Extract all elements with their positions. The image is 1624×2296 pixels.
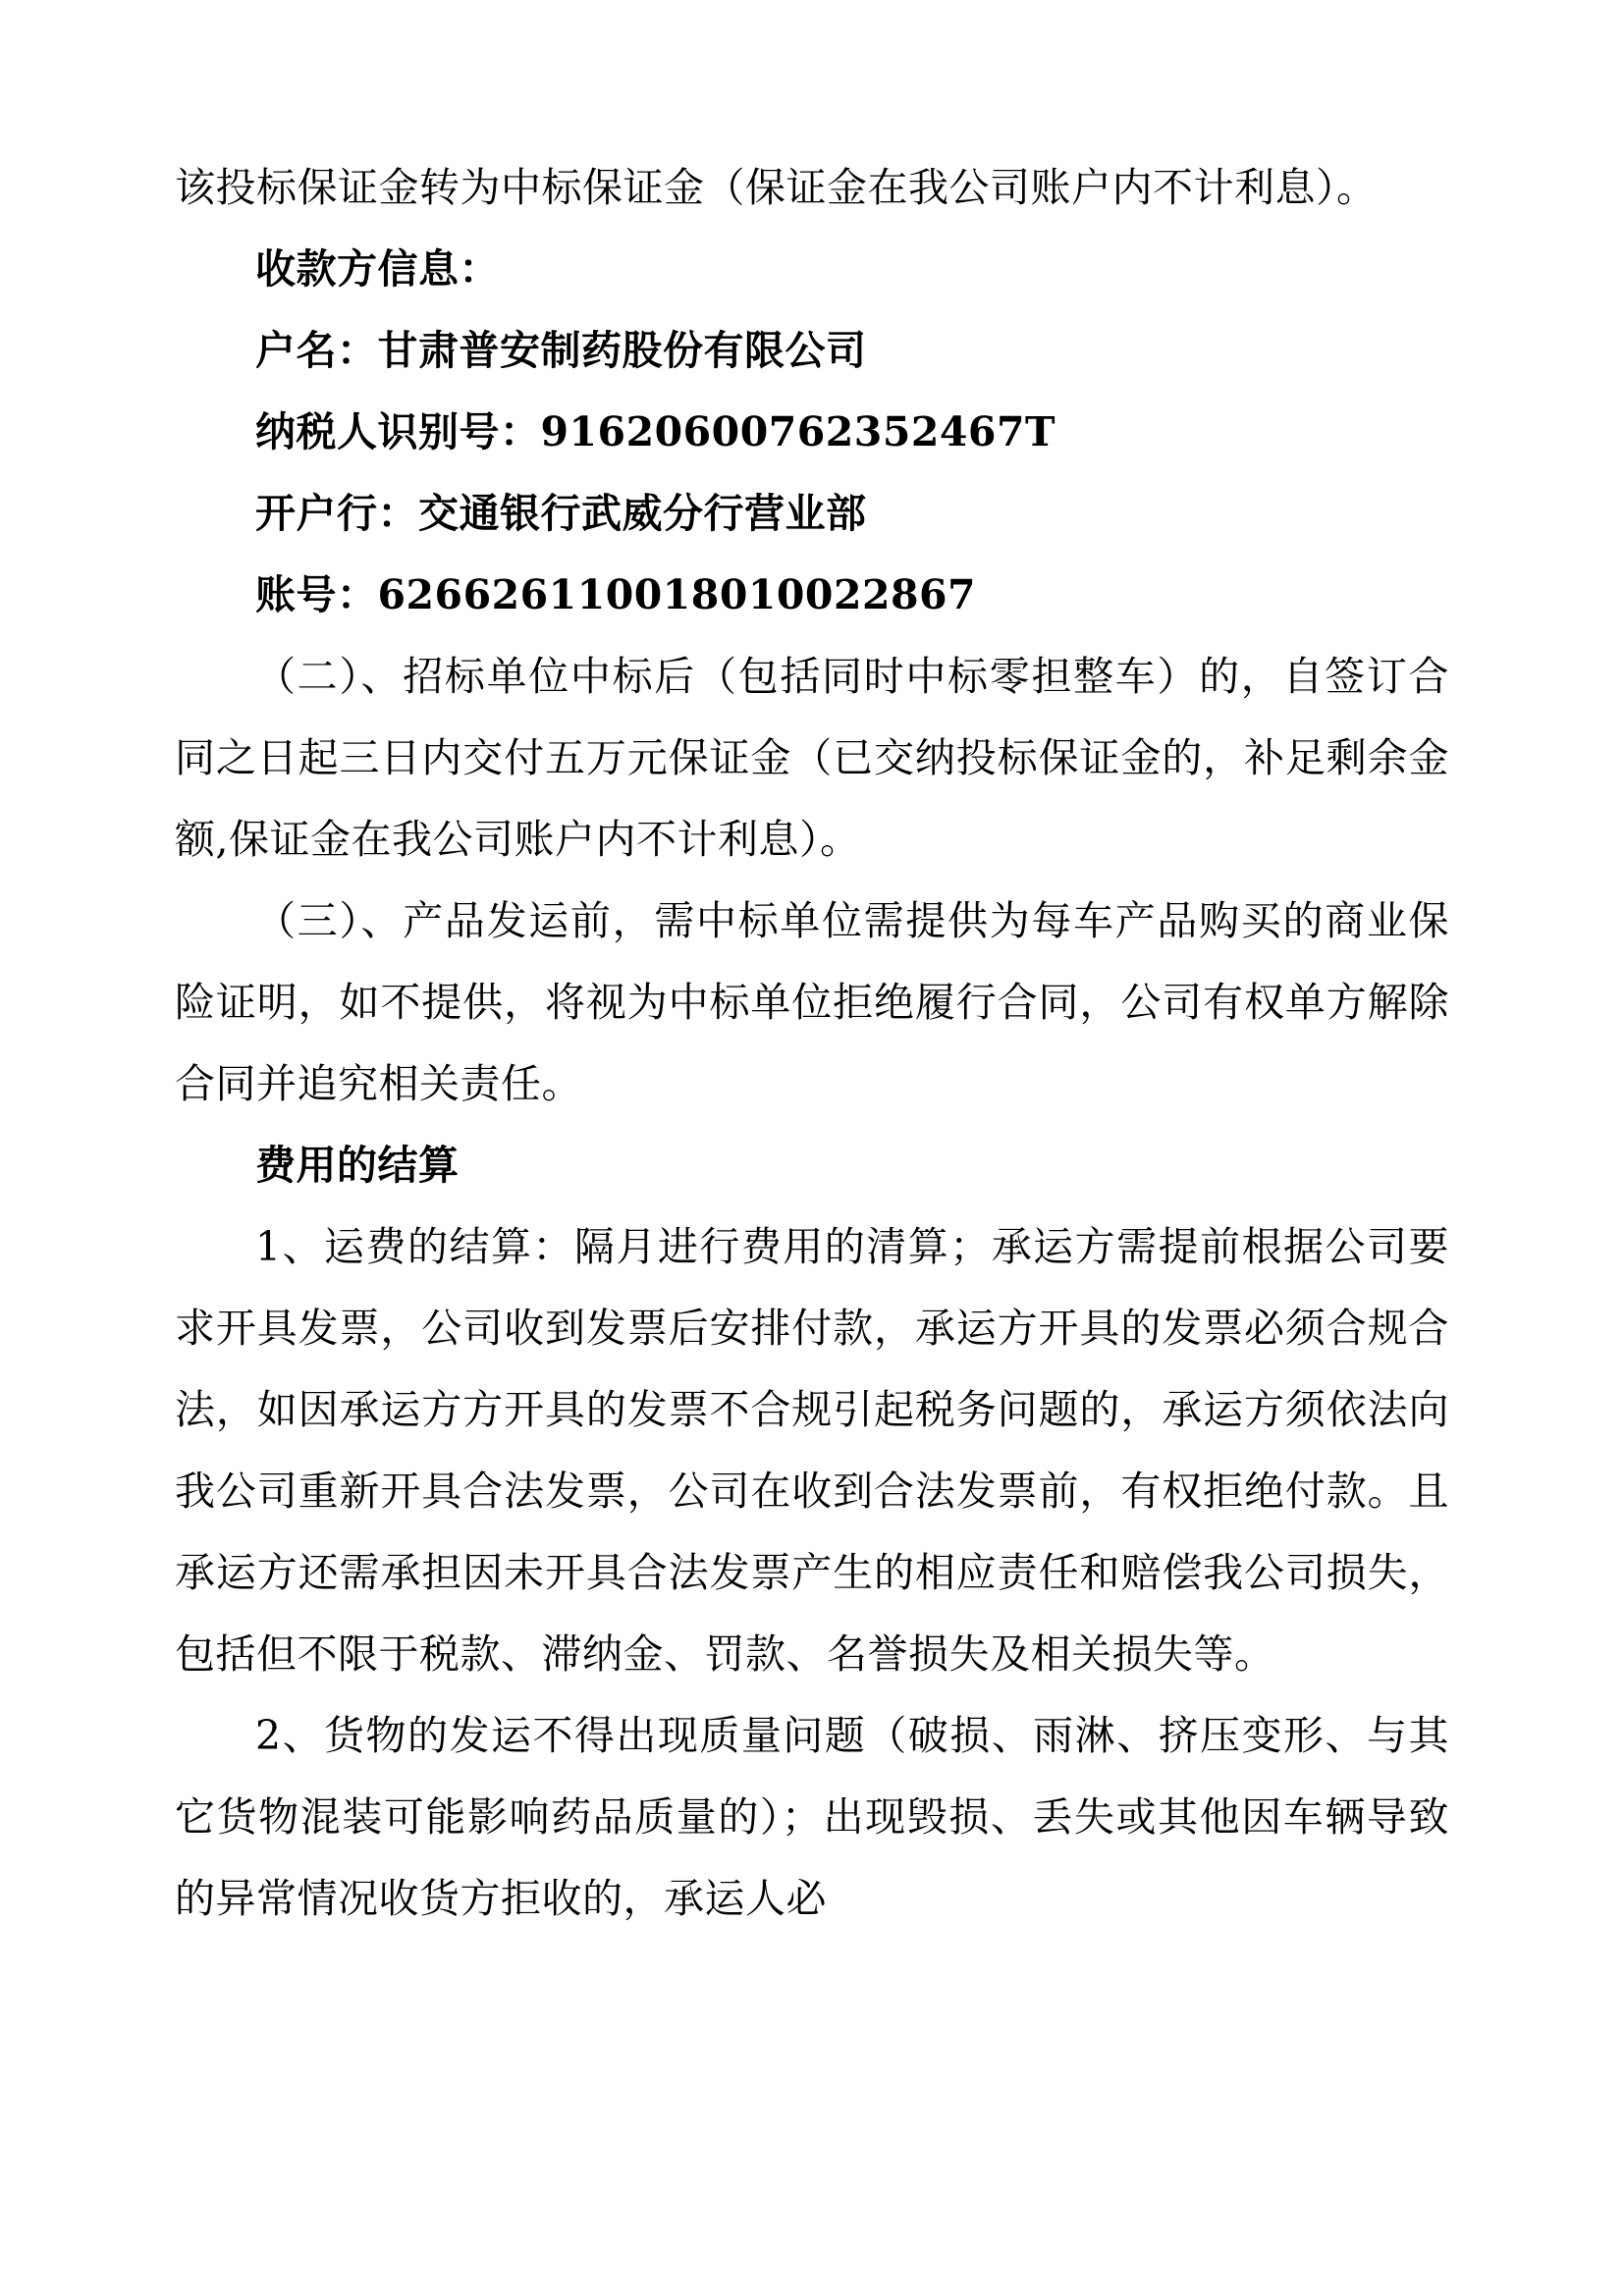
paragraph-bank-name: 开户行：交通银行武威分行营业部 <box>255 490 867 537</box>
paragraph-settlement-item-2: 2、货物的发运不得出现质量问题（破损、雨淋、挤压变形、与其它货物混装可能影响药品质量的）；出现毁损、丢失或其他因车辆导致的异常情况收货方拒收的，承运人必 <box>175 1712 1449 1922</box>
paragraph-settlement-heading: 费用的结算 <box>255 1142 460 1189</box>
paragraph-item-three: （三）、产品发运前，需中标单位需提供为每车产品购买的商业保险证明，如不提供，将视为中标单位拒绝履行合同，公司有权单方解除合同并追究相关责任。 <box>175 897 1449 1107</box>
paragraph-taxpayer-id: 纳税人识别号：91620600762352467T <box>255 408 1056 455</box>
paragraph-account-name: 户名：甘肃普安制药股份有限公司 <box>255 327 867 374</box>
paragraph-deposit-transfer: 该投标保证金转为中标保证金（保证金在我公司账户内不计利息）。 <box>175 164 1378 211</box>
paragraph-payee-heading: 收款方信息： <box>255 245 500 293</box>
paragraph-settlement-item-1: 1、运费的结算：隔月进行费用的清算；承运方需提前根据公司要求开具发票，公司收到发票后安排付款，承运方开具的发票必须合规合法，如因承运方方开具的发票不合规引起税务问题的，承运方须依法向我公司重新开具合法发票，公司在收到合法发票前，有权拒绝付款。且承运方还需承担因未开具合法发票产生的相应责任和赔偿我公司损失，包括但不限于税款、滞纳金、罚款、名誉损失及相关损失等。 <box>175 1223 1449 1678</box>
document-body <box>175 147 1449 1940</box>
paragraph-item-two: （二）、招标单位中标后（包括同时中标零担整车）的，自签订合同之日起三日内交付五万元保证金（已交纳投标保证金的，补足剩余金额,保证金在我公司账户内不计利息）。 <box>175 653 1449 863</box>
paragraph-account-number: 账号：626626110018010022867 <box>255 571 977 618</box>
